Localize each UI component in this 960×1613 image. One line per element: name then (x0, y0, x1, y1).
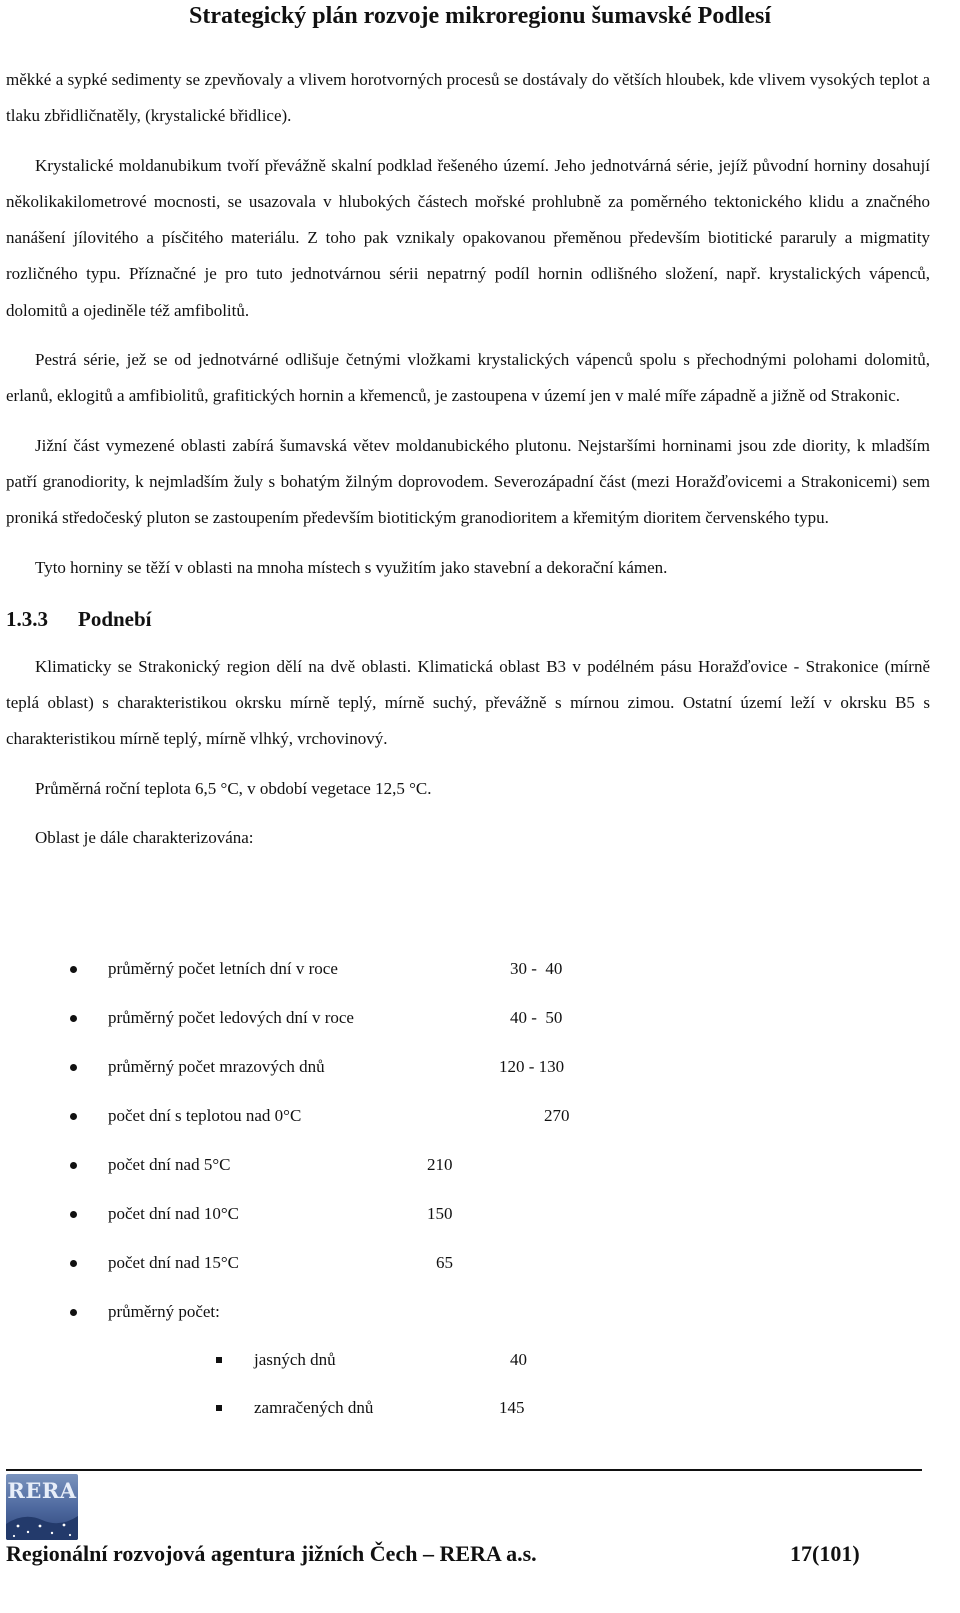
list-item-label: průměrný počet mrazových dnů (108, 1057, 325, 1076)
footer-divider (6, 1469, 922, 1471)
document-body (6, 62, 930, 869)
bullet-icon (70, 1113, 77, 1120)
list-item (0, 1297, 960, 1327)
list-item-label: průměrný počet: (108, 1302, 220, 1321)
list-item-label: počet dní nad 5°C (108, 1155, 231, 1174)
paragraph-pestra-serie: Pestrá série, jež se od jednotvárné odlišuje četnými vložkami krystalických vápenců spolu s přechodnými polohami dolomitů, erlanů, eklogitů a amfibiolitů, grafitických hornin a křemenců, je zastoupena v území jen v malé míře západně a jižně od Strakonic. (6, 350, 930, 406)
square-bullet-icon (216, 1405, 222, 1411)
paragraph-sediments: měkké a sypké sedimenty se zpevňovaly a vlivem horotvorných procesů se dostávaly do větších hloubek, kde vlivem vysokých teplot a tlaku zbřidličnatěly, (krystalické břidlice). (6, 70, 930, 126)
list-item-label: počet dní s teplotou nad 0°C (108, 1106, 302, 1125)
list-item-value: 150 (427, 1204, 453, 1223)
rera-logo (6, 1474, 78, 1540)
list-item-label: průměrný počet letních dní v roce (108, 959, 338, 978)
sub-list-item-label: jasných dnů (254, 1350, 336, 1369)
list-item (0, 1150, 960, 1180)
list-item-value: 30 - 40 (510, 959, 563, 978)
square-bullet-icon (216, 1357, 222, 1363)
list-item (0, 1003, 960, 1033)
page-number: 17(101) (790, 1541, 860, 1566)
paragraph-pluton: Jižní část vymezené oblasti zabírá šumavská větev moldanubického plutonu. Nejstaršími horninami jsou zde diority, k mladším patří granodiority, k nejmladším žuly s bohatým žilným doprovodem. Severozápadní část (mezi Horažďovicemi a Strakonicemi) sem proniká středočeský pluton se zastoupením především biotitickým granodioritem a křemitým dioritem červenského typu. (6, 435, 930, 528)
bullet-icon (70, 966, 77, 973)
bullet-icon (70, 1309, 77, 1316)
section-number: 1.3.3 (6, 606, 48, 631)
paragraph-tezba: Tyto horniny se těží v oblasti na mnoha místech s využitím jako stavební a dekorační kámen. (35, 557, 668, 577)
list-item (0, 954, 960, 984)
section-heading (6, 599, 930, 639)
footer-agency: Regionální rozvojová agentura jižních Čech – RERA a.s. (6, 1541, 537, 1566)
list-item-value: 270 (544, 1106, 570, 1125)
list-item-value: 120 - 130 (499, 1057, 565, 1076)
list-item-value: 40 - 50 (510, 1008, 563, 1027)
list-item (0, 1052, 960, 1082)
page-header-title: Strategický plán rozvoje mikroregionu šumavské Podlesí (189, 3, 771, 29)
bullet-icon (70, 1162, 77, 1169)
paragraph-charakteristika: Oblast je dále charakterizována: (35, 828, 254, 848)
section-title: Podnebí (78, 606, 152, 631)
bullet-icon (70, 1260, 77, 1267)
sub-list-item (0, 1393, 960, 1423)
list-item-label: průměrný počet ledových dní v roce (108, 1008, 354, 1027)
logo-text: RERA (7, 1478, 77, 1503)
list-item-value: 210 (427, 1155, 453, 1174)
sub-list-item-value: 145 (499, 1398, 525, 1417)
paragraph-moldanubikum: Krystalické moldanubikum tvoří převážně skalní podklad řešeného území. Jeho jednotvárná série, jejíž původní horniny dosahují několikakilometrové mocnosti, se usazovala v hlubokých částech mořské prohlubně za poměrného tektonického klidu a značného nanášení jílovitého a písčitého materiálu. Z toho pak vznikaly opakovanou přeměnou především biotitické pararuly a migmatity rozličného typu. Příznačné je pro tuto jednotvárnou sérii nepatrný podíl hornin odlišného složení, např. krystalických vápenců, dolomitů a ojediněle též amfibolitů. (6, 155, 930, 320)
list-item (0, 1101, 960, 1131)
list-item-value: 65 (436, 1253, 453, 1272)
bullet-icon (70, 1015, 77, 1022)
list-item-label: počet dní nad 15°C (108, 1253, 239, 1272)
bullet-icon (70, 1064, 77, 1071)
paragraph-klima: Klimaticky se Strakonický region dělí na dvě oblasti. Klimatická oblast B3 v podélném pásu Horažďovice - Strakonice (mírně teplá oblast) s charakteristikou okrsku mírně teplý, mírně suchý, převážně s mírnou zimou. Ostatní území leží v okrsku B5 s charakteristikou mírně teplý, mírně vlhký, vrchovinový. (6, 656, 930, 749)
logo-stars-icon (6, 1506, 78, 1540)
bullet-icon (70, 1211, 77, 1218)
list-item (0, 1248, 960, 1278)
paragraph-teplota: Průměrná roční teplota 6,5 °C, v období vegetace 12,5 °C. (35, 778, 432, 798)
sub-list-item-label: zamračených dnů (254, 1398, 374, 1417)
list-item (0, 1199, 960, 1229)
list-item-label: počet dní nad 10°C (108, 1204, 239, 1223)
sub-list-item (0, 1345, 960, 1375)
sub-list-item-value: 40 (510, 1350, 527, 1369)
